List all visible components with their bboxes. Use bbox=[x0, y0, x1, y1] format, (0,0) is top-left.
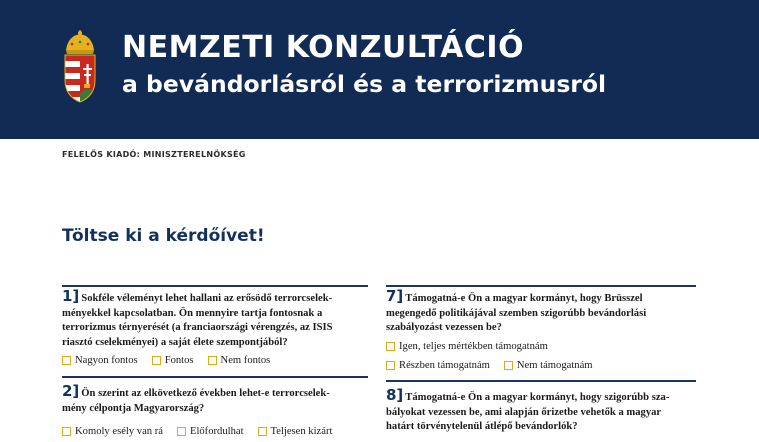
question-text-line: Ön szerint az elkövetkező években lehet-e terrorcselek- bbox=[81, 388, 330, 399]
question-text-line: bályokat vezessen be, ami alapján őrizetbe vehetők a magyar bbox=[386, 406, 662, 418]
question-7-options-row-1 bbox=[386, 341, 562, 352]
question-text-line: riasztó cselekményei) a saját élete szempontjából? bbox=[62, 336, 288, 348]
option[interactable] bbox=[386, 360, 490, 371]
option[interactable] bbox=[258, 426, 333, 437]
option-label: Nem támogatnám bbox=[516, 360, 593, 371]
header-banner bbox=[0, 0, 759, 139]
option[interactable] bbox=[62, 426, 163, 437]
divider bbox=[386, 380, 696, 382]
checkbox[interactable] bbox=[208, 356, 217, 365]
checkbox[interactable] bbox=[386, 342, 395, 351]
question-text-line: Támogatná-e Ön a magyar kormányt, hogy szigorúbb sza- bbox=[405, 392, 670, 403]
question-2-options bbox=[62, 426, 346, 437]
question-number: 8] bbox=[386, 386, 404, 404]
option-label: Részben támogatnám bbox=[399, 360, 490, 371]
question-7-options-row-2 bbox=[386, 360, 607, 371]
option[interactable] bbox=[62, 355, 138, 366]
question-8 bbox=[386, 388, 698, 435]
option[interactable] bbox=[208, 355, 271, 366]
option[interactable] bbox=[177, 426, 244, 437]
section-heading: Töltse ki a kérdőívet! bbox=[62, 226, 265, 246]
option-label: Teljesen kizárt bbox=[270, 426, 333, 437]
option-label: Nem fontos bbox=[220, 355, 271, 366]
question-text-line: Sokféle véleményt lehet hallani az erősödő terrorcselek- bbox=[81, 293, 333, 304]
checkbox[interactable] bbox=[152, 356, 161, 365]
option-label: Fontos bbox=[164, 355, 194, 366]
question-7 bbox=[386, 289, 698, 336]
question-1-options bbox=[62, 355, 284, 366]
question-text-line: Támogatná-e Ön a magyar kormányt, hogy Brüsszel bbox=[405, 293, 643, 304]
divider bbox=[62, 376, 368, 378]
checkbox[interactable] bbox=[62, 427, 71, 436]
option-label: Igen, teljes mértékben támogatnám bbox=[399, 341, 548, 352]
page-subtitle: a bevándorlásról és a terrorizmusról bbox=[122, 70, 607, 98]
question-text-line: mény célpontja Magyarország? bbox=[62, 402, 205, 414]
question-number: 1] bbox=[62, 287, 80, 305]
question-text-line: ményekkel kapcsolatban. Ön mennyire tartja fontosnak a bbox=[62, 307, 323, 319]
option[interactable] bbox=[386, 341, 548, 352]
option[interactable] bbox=[152, 355, 194, 366]
question-text-line: szabályozást vezessen be? bbox=[386, 322, 502, 333]
option-label: Előfordulhat bbox=[189, 426, 244, 437]
divider bbox=[62, 285, 368, 287]
checkbox[interactable] bbox=[504, 361, 513, 370]
page-title: NEMZETI KONZULTÁCIÓ bbox=[122, 30, 525, 65]
publisher-line: FELELŐS KIADÓ: MINISZTERELNÖKSÉG bbox=[62, 150, 246, 159]
question-text-line: megengedő politikájával szemben szigorúbb bevándorlási bbox=[386, 307, 647, 319]
checkbox[interactable] bbox=[258, 427, 267, 436]
option-label: Nagyon fontos bbox=[75, 355, 138, 366]
divider bbox=[386, 285, 696, 287]
checkbox[interactable] bbox=[62, 356, 71, 365]
question-number: 7] bbox=[386, 287, 404, 305]
coat-of-arms-icon bbox=[60, 30, 100, 104]
question-text-line: határt törvénytelenül átlépő bevándorlók? bbox=[386, 421, 578, 432]
checkbox[interactable] bbox=[177, 427, 186, 436]
question-1 bbox=[62, 289, 374, 350]
checkbox[interactable] bbox=[386, 361, 395, 370]
option[interactable] bbox=[504, 360, 593, 371]
question-number: 2] bbox=[62, 382, 80, 400]
question-text-line: terrorizmus térnyerését (a franciaországi vérengzés, az ISIS bbox=[62, 322, 333, 333]
question-2 bbox=[62, 384, 374, 416]
option-label: Komoly esély van rá bbox=[75, 426, 163, 437]
